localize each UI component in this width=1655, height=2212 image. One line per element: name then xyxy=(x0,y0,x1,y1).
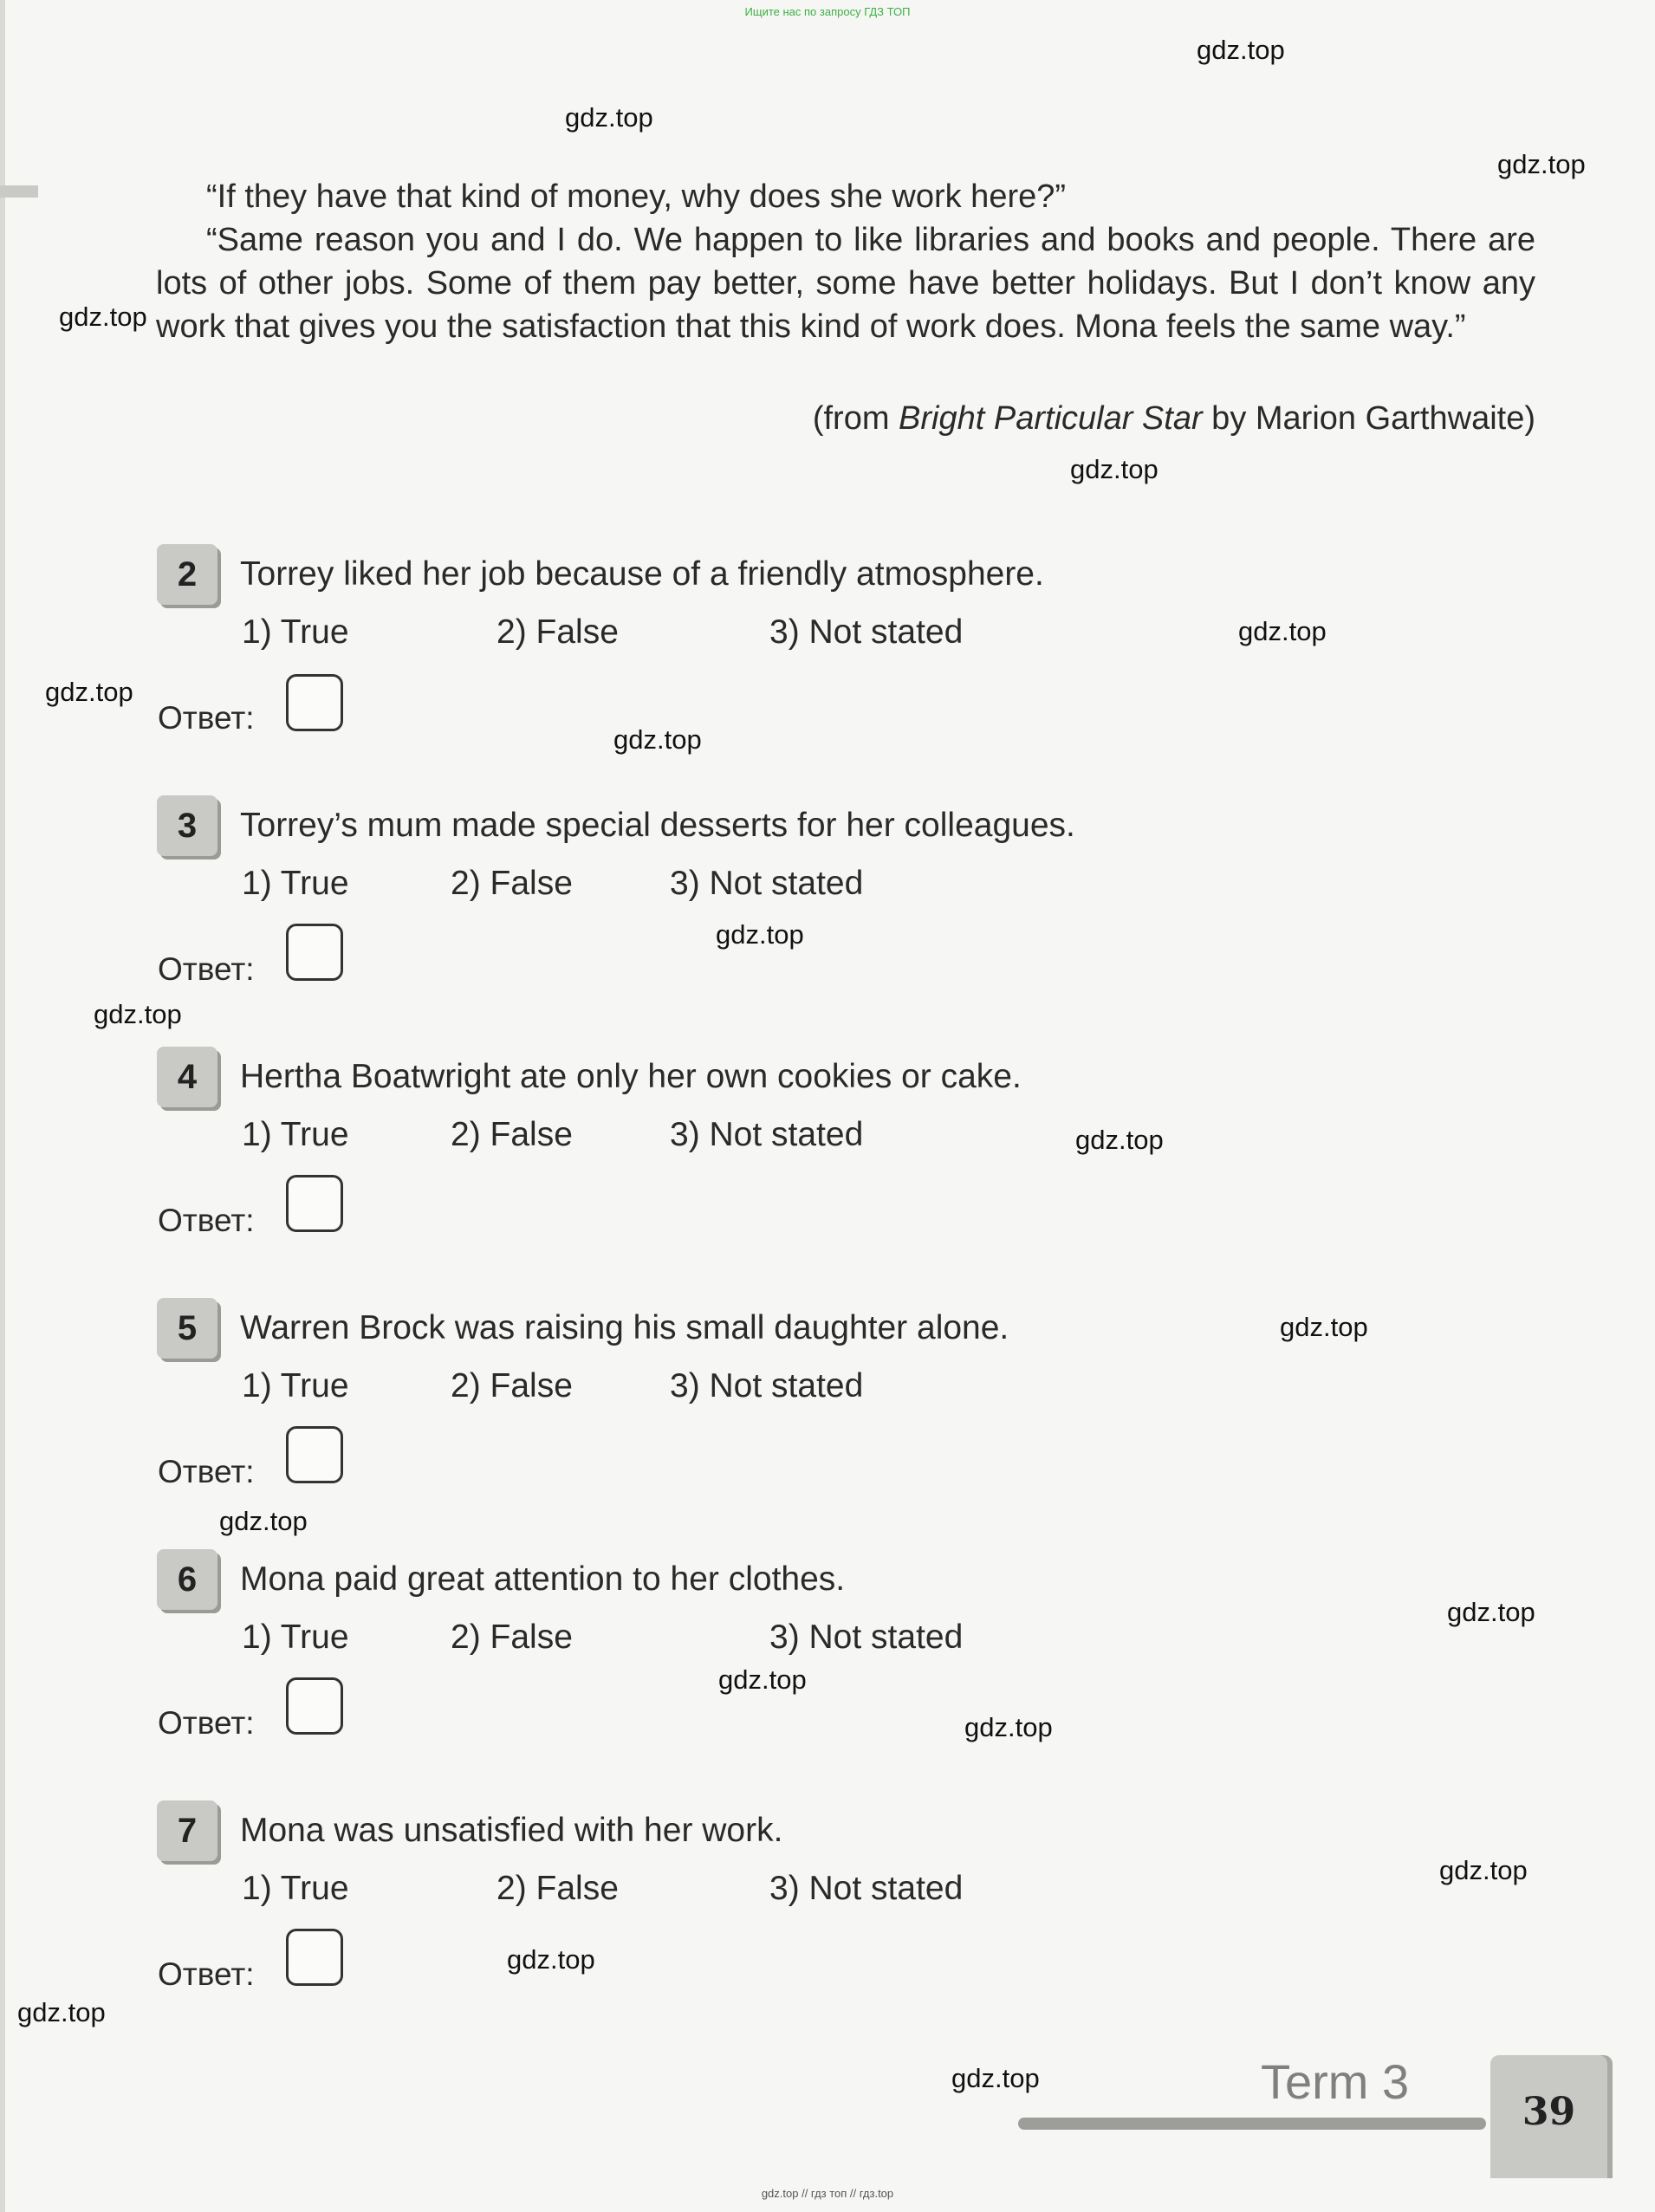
passage-line: “Same reason you and I do. We happen to like libraries and books and people. There are lots of other jobs. Some of them pay better, some have better holidays. But I don’t know any work that gives you the satisfaction that this kind of work does. Mona feels the same way.” xyxy=(156,222,1535,345)
source-suffix: by Marion Garthwaite) xyxy=(1202,400,1535,437)
option-not-stated[interactable]: 3) Not stated xyxy=(670,865,864,902)
question-text-7: Mona was unsatisfied with her work. xyxy=(240,1812,783,1849)
watermark: gdz.top xyxy=(951,2063,1040,2093)
option-false[interactable]: 2) False xyxy=(451,865,573,902)
option-false[interactable]: 2) False xyxy=(451,1618,573,1656)
option-false[interactable]: 2) False xyxy=(497,613,619,651)
watermark: gdz.top xyxy=(565,102,653,133)
option-not-stated[interactable]: 3) Not stated xyxy=(769,1870,964,1907)
watermark: gdz.top xyxy=(613,724,702,755)
page-number: 39 xyxy=(1522,2090,1576,2134)
option-false[interactable]: 2) False xyxy=(451,1367,573,1404)
option-not-stated[interactable]: 3) Not stated xyxy=(769,613,964,651)
option-true[interactable]: 1) True xyxy=(242,1870,349,1907)
question-number-4: 4 xyxy=(157,1047,217,1107)
option-true[interactable]: 1) True xyxy=(242,865,349,902)
option-false[interactable]: 2) False xyxy=(497,1870,619,1907)
answer-label: Ответ: xyxy=(158,951,255,987)
answer-label: Ответ: xyxy=(158,1454,255,1489)
watermark: gdz.top xyxy=(94,999,182,1029)
option-true[interactable]: 1) True xyxy=(242,613,349,651)
site-banner-top[interactable]: Ищите нас по запросу ГДЗ ТОП xyxy=(744,5,911,18)
answer-box-4[interactable] xyxy=(286,1175,343,1232)
answer-label: Ответ: xyxy=(158,700,255,736)
watermark: gdz.top xyxy=(718,1664,807,1695)
watermark: gdz.top xyxy=(1075,1125,1164,1155)
option-true[interactable]: 1) True xyxy=(242,1618,349,1656)
question-text-2: Torrey liked her job because of a friendly atmosphere. xyxy=(240,555,1044,593)
answer-box-6[interactable] xyxy=(286,1677,343,1735)
option-true[interactable]: 1) True xyxy=(242,1367,349,1404)
source-prefix: (from xyxy=(812,400,899,437)
source-title: Bright Particular Star xyxy=(899,400,1203,437)
option-not-stated[interactable]: 3) Not stated xyxy=(769,1618,964,1656)
page-left-edge xyxy=(0,0,5,2212)
option-false[interactable]: 2) False xyxy=(451,1116,573,1153)
option-true[interactable]: 1) True xyxy=(242,1116,349,1153)
passage-source xyxy=(156,400,1535,438)
watermark: gdz.top xyxy=(59,302,147,332)
watermark: gdz.top xyxy=(1280,1312,1368,1342)
answer-label: Ответ: xyxy=(158,1203,255,1238)
answer-label: Ответ: xyxy=(158,1705,255,1741)
watermark: gdz.top xyxy=(716,919,804,950)
watermark: gdz.top xyxy=(1238,616,1327,646)
question-text-6: Mona paid great attention to her clothes. xyxy=(240,1560,846,1598)
watermark: gdz.top xyxy=(1497,149,1586,179)
question-number-2: 2 xyxy=(157,544,217,605)
watermark: gdz.top xyxy=(1197,35,1285,65)
term-label: Term 3 xyxy=(1261,2054,1410,2109)
question-number-5: 5 xyxy=(157,1298,217,1359)
watermark: gdz.top xyxy=(219,1506,308,1536)
site-banner-bottom[interactable]: gdz.top // гдз топ // гдз.top xyxy=(761,2187,894,2200)
watermark: gdz.top xyxy=(17,1997,106,2027)
watermark: gdz.top xyxy=(1447,1597,1535,1627)
question-text-5: Warren Brock was raising his small daughter alone. xyxy=(240,1309,1009,1346)
option-not-stated[interactable]: 3) Not stated xyxy=(670,1116,864,1153)
question-text-4: Hertha Boatwright ate only her own cookies or cake. xyxy=(240,1058,1022,1095)
footer-rule xyxy=(1018,2118,1486,2130)
question-number-3: 3 xyxy=(157,795,217,856)
watermark: gdz.top xyxy=(964,1712,1053,1742)
answer-box-3[interactable] xyxy=(286,924,343,981)
question-text-3: Torrey’s mum made special desserts for her colleagues. xyxy=(240,807,1075,844)
watermark: gdz.top xyxy=(1070,454,1158,484)
answer-box-7[interactable] xyxy=(286,1929,343,1986)
answer-label: Ответ: xyxy=(158,1956,255,1992)
question-number-7: 7 xyxy=(157,1800,217,1861)
question-number-6: 6 xyxy=(157,1549,217,1610)
option-not-stated[interactable]: 3) Not stated xyxy=(670,1367,864,1404)
answer-box-2[interactable] xyxy=(286,674,343,731)
watermark: gdz.top xyxy=(507,1944,595,1975)
watermark: gdz.top xyxy=(45,677,133,707)
passage-line: “If they have that kind of money, why does she work here?” xyxy=(206,178,1067,215)
left-margin-mark xyxy=(0,185,38,198)
watermark: gdz.top xyxy=(1439,1855,1528,1885)
answer-box-5[interactable] xyxy=(286,1426,343,1483)
reading-passage xyxy=(156,175,1535,348)
